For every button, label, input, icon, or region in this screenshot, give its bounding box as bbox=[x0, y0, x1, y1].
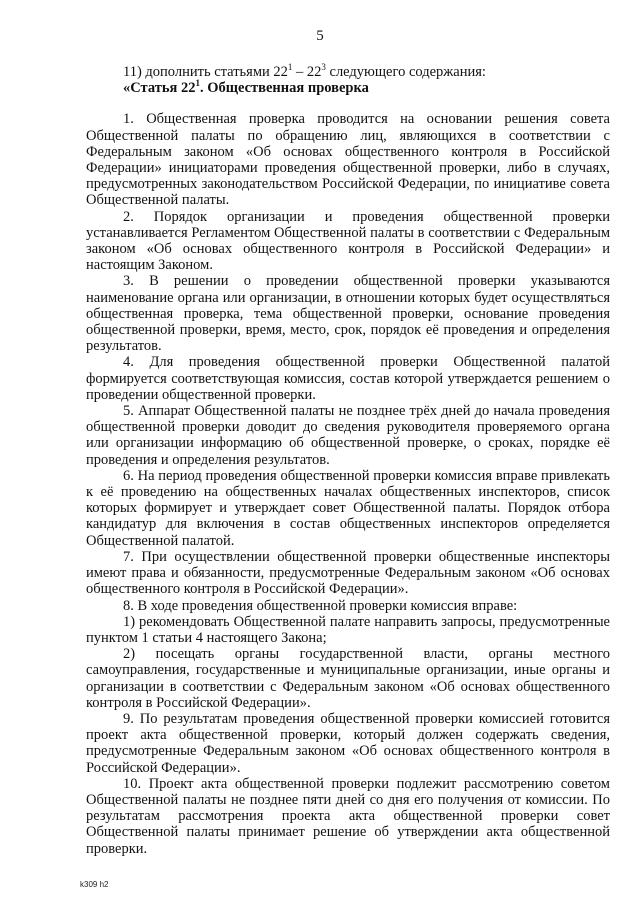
paragraph-8-item-2: 2) посещать органы государственной власти, органы местного самоуправления, государственные и муниципальные организации, иные органы и организации в соответствии с Федеральным законом «Об основах общественного контроля в Российской Федерации». bbox=[86, 646, 610, 711]
article-title-prefix: «Статья 22 bbox=[123, 80, 196, 97]
paragraph-6: 6. На период проведения общественной проверки комиссия вправе привлекать к её проведению на общественных началах общественных инспекторов, список которых формирует и утверждает совет Общественной палаты. Порядок отбора кандидатур для включения в состав общественных инспекторов определяется Общественной палатой. bbox=[86, 467, 610, 549]
intro-sup-2: 3 bbox=[321, 62, 326, 73]
page-number: 5 bbox=[316, 28, 324, 44]
intro-text-suffix: следующего содержания: bbox=[325, 64, 486, 80]
paragraph-2: 2. Порядок организации и проведения общественной проверки устанавливается Регламентом Общественной палаты в соответствии с Федеральным законом «Об основах общественного контроля в Российской Федерации» и настоящим Законом. bbox=[86, 208, 610, 274]
paragraph-7: 7. При осуществлении общественной проверки общественные инспекторы имеют права и обязанности, предусмотренные Федеральным законом «Об основах общественного контроля в Российской Федерации». bbox=[86, 548, 610, 598]
paragraph-3: 3. В решении о проведении общественной проверки указываются наименование органа или организации, в отношении которых будет осуществляться общественная проверка, тема общественной проверки, основание проведения общественной проверки, время, место, срок, порядок её проведения и определения результатов. bbox=[86, 273, 610, 355]
paragraph-10: 10. Проект акта общественной проверки подлежит рассмотрению советом Общественной палаты не позднее пяти дней со дня его получения от комиссии. По результатам рассмотрения проекта акта общественной проверки совет Общественной палаты принимает решение об утверждении акта общественной проверки. bbox=[86, 775, 610, 857]
intro-text-middle: – 22 bbox=[292, 64, 322, 80]
article-title-sup: 1 bbox=[195, 78, 200, 89]
article-title bbox=[123, 80, 610, 96]
document-body bbox=[86, 64, 610, 857]
paragraph-5: 5. Аппарат Общественной палаты не позднее трёх дней до начала проведения общественной проверки доводит до сведения руководителя проверяемого органа или организации информацию об общественной проверке, о сроках, порядке её проведения и определения результатов. bbox=[86, 403, 610, 468]
paragraph-9: 9. По результатам проведения общественной проверки комиссией готовится проект акта общественной проверки, который должен содержать сведения, предусмотренные Федеральным законом «Об основах общественного контроля в Российской Федерации». bbox=[86, 710, 610, 776]
footer-code: k309 h2 bbox=[80, 880, 109, 889]
paragraph-4: 4. Для проведения общественной проверки Общественной палатой формируется соответствующая комиссия, состав которой утверждается решением о проведении общественной проверки. bbox=[86, 354, 610, 403]
paragraph-8: 8. В ходе проведения общественной проверки комиссия вправе: bbox=[123, 597, 518, 614]
paragraph-1: 1. Общественная проверка проводится на основании решения совета Общественной палаты по обращению лиц, являющихся в соответствии с Федеральным законом «Об основах общественного контроля в Российской Федерации» инициаторами проведения общественной проверки, либо в случаях, предусмотренных законодательством Российской Федерации, по инициативе совета Общественной палаты. bbox=[86, 111, 610, 209]
intro-text: 11) дополнить статьями 22 bbox=[123, 64, 288, 80]
paragraph-8-item-1: 1) рекомендовать Общественной палате направить запросы, предусмотренные пунктом 1 статьи 4 настоящего Закона; bbox=[86, 613, 610, 646]
intro-sup-1: 1 bbox=[287, 62, 293, 73]
article-title-suffix: . Общественная проверка bbox=[199, 80, 369, 97]
